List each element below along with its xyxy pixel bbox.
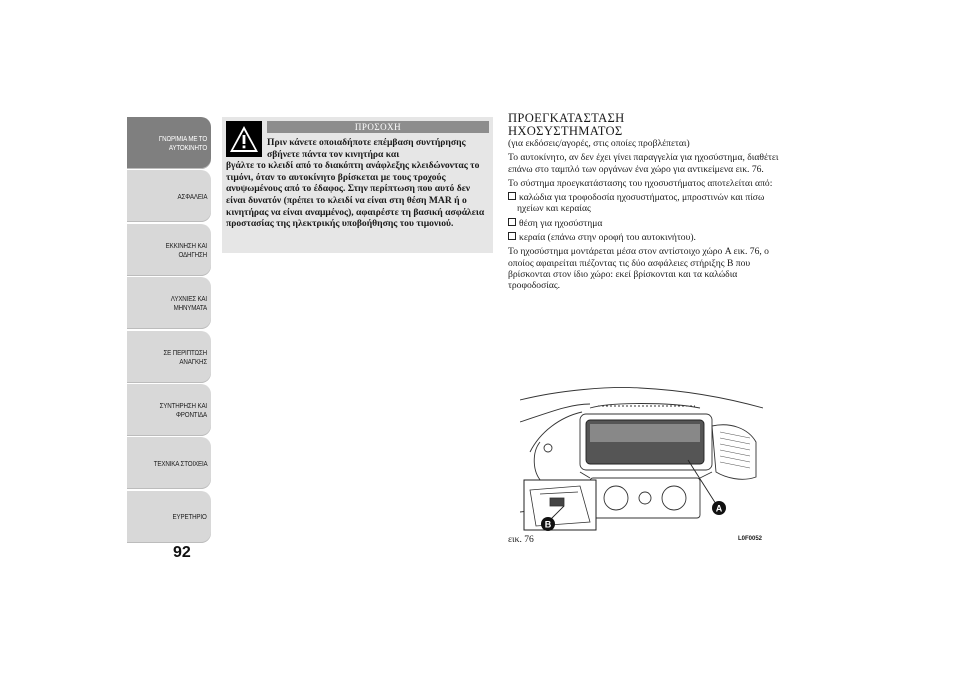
warning-title: ΠΡΟΣΟΧΗ xyxy=(267,121,489,133)
tab-getting-to-know[interactable]: ΓΝΩΡΙΜΙΑ ΜΕ ΤΟ ΑΥΤΟΚΙΝΗΤΟ xyxy=(127,117,211,169)
dashboard-drawing xyxy=(520,382,763,533)
checkbox-bullet-icon xyxy=(508,218,516,226)
tab-safety[interactable]: ΑΣΦΑΛΕΙΑ xyxy=(127,170,211,222)
warning-body: βγάλτε το κλειδί από το διακόπτη ανάφλεξης κλειδώνοντας το τιμόνι, όταν το αυτοκίνητο βρίσκεται με τους τροχούς ανυψωμένους από το έδαφος. Στην περίπτωση που αυτό δεν είναι δυνατόν (πρέπει το κλειδί να είναι στη θέση MAR ή ο κινητήρας να είναι αναμμένος), αφαιρέστε τη βασική ασφάλεια προστασίας της ηλεκτρικής υποβοήθησης του τιμονιού. xyxy=(226,160,485,230)
callout-b: B xyxy=(544,519,552,530)
tab-emergency[interactable]: ΣΕ ΠΕΡΙΠΤΩΣΗ ΑΝΑΓΚΗΣ xyxy=(127,331,211,383)
figure-code: L0F0052 xyxy=(738,536,763,542)
section-heading-line1: ΠΡΟΕΓΚΑΤΑΣΤΑΣΗ xyxy=(508,111,625,125)
paragraph-2: Το σύστημα προεγκατάστασης του ηχοσυστήματος αποτελείται από: xyxy=(508,177,773,189)
warning-text xyxy=(226,137,490,230)
list-item: κεραία (επάνω στην οροφή του αυτοκινήτου). xyxy=(508,232,790,243)
tab-technical-data[interactable]: ΤΕΧΝΙΚΑ ΣΤΟΙΧΕΙΑ xyxy=(127,437,211,489)
tab-lights-messages[interactable]: ΛΥΧΝΙΕΣ ΚΑΙ ΜΗΝΥΜΑΤΑ xyxy=(127,277,211,329)
list-item: θέση για ηχοσύστημα xyxy=(508,218,790,229)
section-radio-preinstallation xyxy=(508,112,790,295)
tab-starting-driving[interactable]: ΕΚΚΙΝΗΣΗ ΚΑΙ ΟΔΗΓΗΣΗ xyxy=(127,224,211,276)
checkbox-bullet-icon xyxy=(508,232,516,240)
callout-a: A xyxy=(715,503,723,514)
figure-caption: εικ. 76 xyxy=(508,534,534,545)
chapter-tabs xyxy=(127,117,211,544)
checkbox-bullet-icon xyxy=(508,192,516,200)
list-item: καλώδια για τροφοδοσία ηχοσυστήματος, μπροστινών και πίσω ηχείων και κεραίας xyxy=(508,192,790,215)
warning-box xyxy=(222,117,493,253)
section-subtitle: (για εκδόσεις/αγορές, στις οποίες προβλέπεται) xyxy=(508,138,690,149)
tab-maintenance[interactable]: ΣΥΝΤΗΡΗΣΗ ΚΑΙ ΦΡΟΝΤΙΔΑ xyxy=(127,384,211,436)
paragraph-1: Το αυτοκίνητο, αν δεν έχει γίνει παραγγελία για ηχοσύστημα, διαθέτει επάνω στο ταμπλό των οργάνων ένα χώρο για αντικείμενα εικ. 76. xyxy=(508,152,779,175)
section-heading-line2: ΗΧΟΣΥΣΤΗΜΑΤΟΣ xyxy=(508,124,623,138)
paragraph-3: Το ηχοσύστημα μοντάρεται μέσα στον αντίστοιχο χώρο A εικ. 76, ο οποίος αφαιρείται πιέζοντας τις δύο ασφάλειες στήριξης B που βρίσκονται στον ίδιο χώρο: εκεί βρίσκονται και τα καλώδια τροφοδοσίας. xyxy=(508,246,769,292)
page-number: 92 xyxy=(173,544,191,561)
tab-index[interactable]: ΕΥΡΕΤΗΡΙΟ xyxy=(127,491,211,543)
dashboard-illustration xyxy=(520,382,763,533)
warning-lead: Πριν κάνετε οποιαδήποτε επέμβαση συντήρησης σβήνετε πάντα τον κινητήρα και xyxy=(267,137,466,160)
